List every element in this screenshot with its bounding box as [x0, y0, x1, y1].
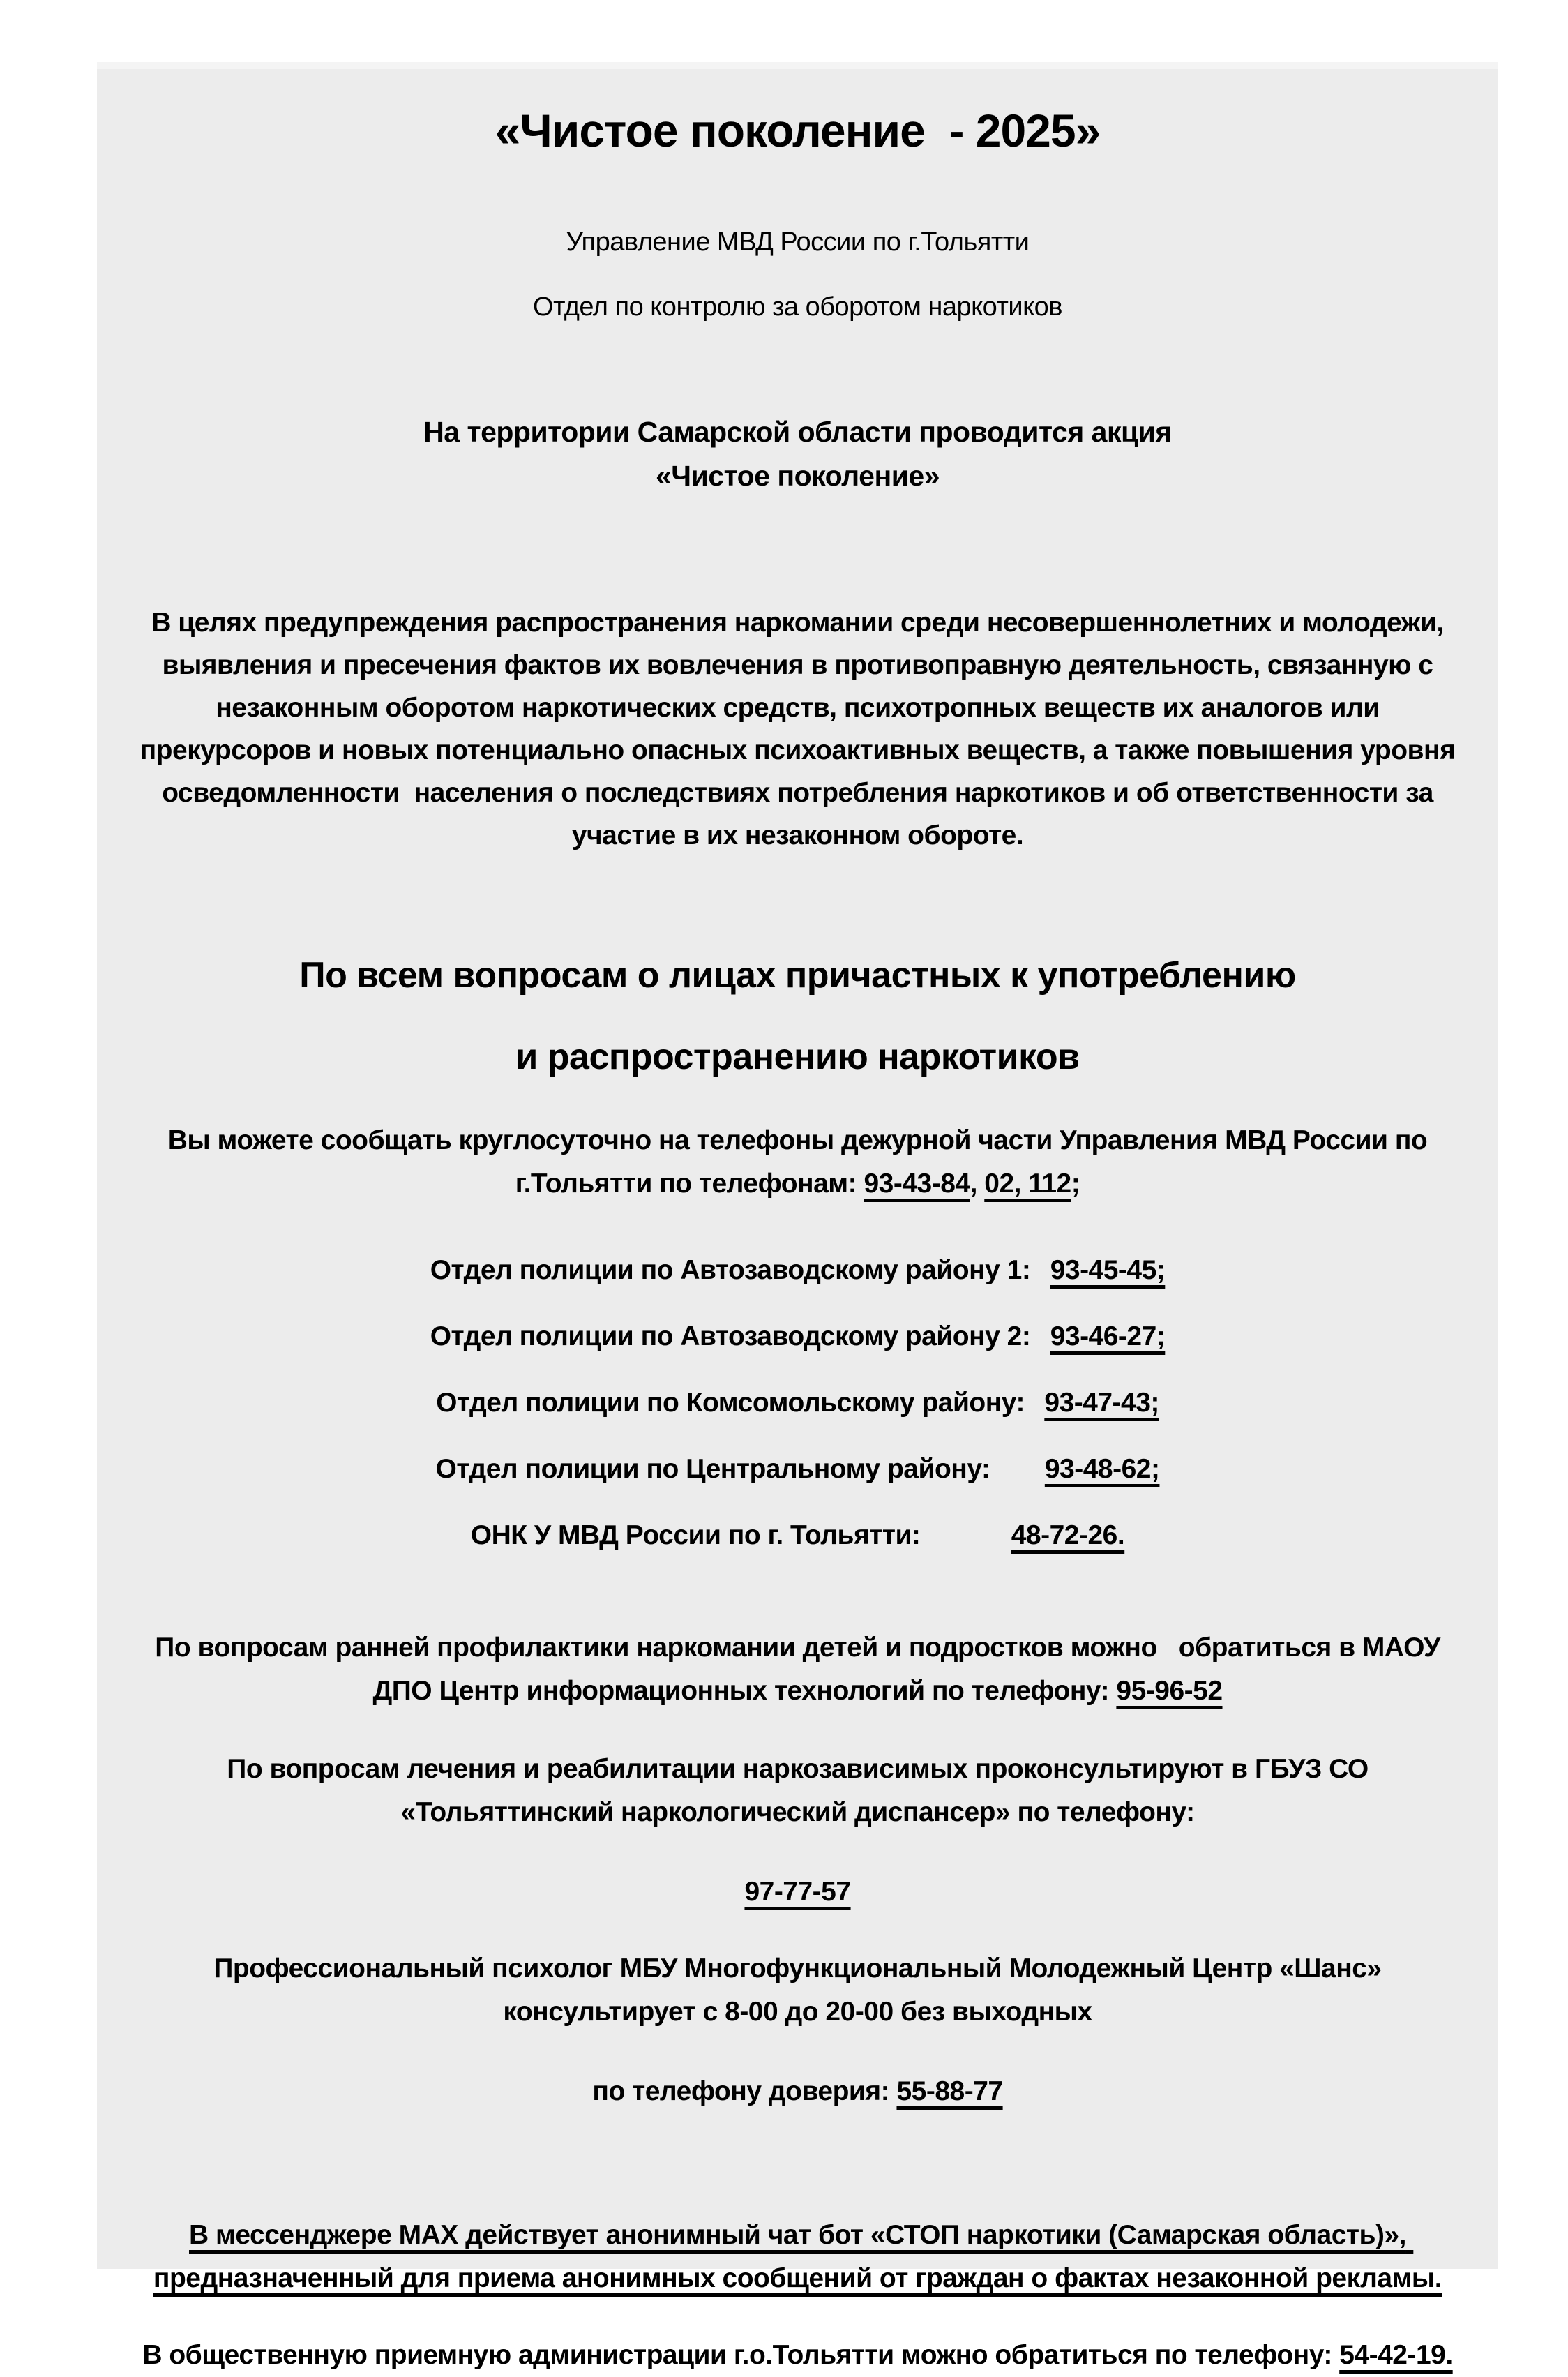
- org-line-1: Управление МВД России по г.Тольятти: [566, 227, 1030, 257]
- department-label: Отдел полиции по Комсомольскому району:: [436, 1387, 1032, 1418]
- phone-number: 93-46-27;: [1050, 1321, 1166, 1351]
- campaign-line-1: На территории Самарской области проводится акция: [423, 415, 1172, 448]
- contacts-heading-line-1: По всем вопросам о лицах причастных к употреблению: [299, 954, 1296, 996]
- admin-reception-line: [130, 2334, 1465, 2377]
- department-row: [130, 1254, 1465, 1286]
- campaign-line-2: «Чистое поколение»: [655, 459, 940, 492]
- department-row: [130, 1321, 1465, 1352]
- phone-number: 95-96-52: [1116, 1675, 1223, 1706]
- phone-number: 97-77-57: [744, 1876, 851, 1907]
- phone-number: 54-42-19.: [1339, 2339, 1453, 2370]
- department-row: [130, 1520, 1465, 1551]
- trust-phone-line: [130, 2070, 1465, 2113]
- phone-number: 48-72-26.: [1011, 1520, 1125, 1550]
- department-label: ОНК У МВД России по г. Тольятти:: [470, 1520, 928, 1550]
- gbuz-phone-line: [130, 1870, 1465, 1914]
- department-label: Отдел полиции по Автозаводскому району 1:: [430, 1254, 1038, 1285]
- department-label: Отдел полиции по Автозаводскому району 2:: [430, 1321, 1038, 1351]
- phone-number: 93-45-45;: [1050, 1254, 1166, 1285]
- phone-number: 55-88-77: [896, 2076, 1003, 2106]
- maou-text: По вопросам ранней профилактики наркомании детей и подростков можно обратиться в МАОУ ДПО Центр информационных технологий по телефону:: [155, 1632, 1448, 1706]
- phone-separator: ,: [970, 1168, 985, 1199]
- department-row: [130, 1387, 1465, 1418]
- purpose-paragraph: В целях предупреждения распространения наркомании среди несовершеннолетних и молодежи, выявления и пресечения фактов их вовлечения в противоправную деятельность, связанную с незаконным оборотом наркотических средств, психотропных веществ их аналогов или прекурсоров и новых потенциально опасных психоактивных веществ, а также повышения уровня осведомленности населения о последствиях потребления наркотиков и об ответственности за участие в их незаконном обороте.: [140, 607, 1463, 850]
- maou-paragraph: [130, 1626, 1465, 1713]
- content-panel: [97, 62, 1498, 2370]
- gbuz-paragraph: По вопросам лечения и реабилитации наркозависимых проконсультируют в ГБУЗ СО «Тольяттинский наркологический диспансер» по телефону:: [227, 1753, 1376, 1827]
- duty-phones-paragraph: [130, 1119, 1465, 1206]
- doc-title: «Чистое поколение - 2025»: [495, 105, 1101, 156]
- trust-text: по телефону доверия:: [592, 2076, 897, 2106]
- admin-text: В общественную приемную администрации г.о.Тольятти можно обратиться по телефону:: [142, 2339, 1340, 2370]
- department-label: Отдел полиции по Центральному району:: [435, 1453, 997, 1484]
- phone-number: 93-48-62;: [1044, 1453, 1160, 1484]
- phone-number: 93-47-43;: [1044, 1387, 1159, 1418]
- phone-suffix: ;: [1071, 1168, 1080, 1199]
- contacts-heading-line-2: и распространению наркотиков: [515, 1036, 1080, 1077]
- messenger-notice: В мессенджере MAX действует анонимный чат бот «СТОП наркотики (Самарская область)», предназначенный для приема анонимных сообщений от граждан о фактах незаконной рекламы.: [153, 2219, 1442, 2293]
- department-phone-list: [130, 1254, 1465, 1551]
- phone-number: 02, 112: [984, 1168, 1071, 1199]
- phone-number: 93-43-84: [864, 1168, 970, 1199]
- duty-phones-text: Вы можете сообщать круглосуточно на телефоны дежурной части Управления МВД России по г.Тольятти по телефонам:: [167, 1125, 1435, 1199]
- org-line-2: Отдел по контролю за оборотом наркотиков: [533, 292, 1062, 322]
- psychologist-paragraph: Профессиональный психолог МБУ Многофункциональный Молодежный Центр «Шанс» консультирует с 8-00 до 20-00 без выходных: [213, 1953, 1389, 2027]
- department-row: [130, 1453, 1465, 1485]
